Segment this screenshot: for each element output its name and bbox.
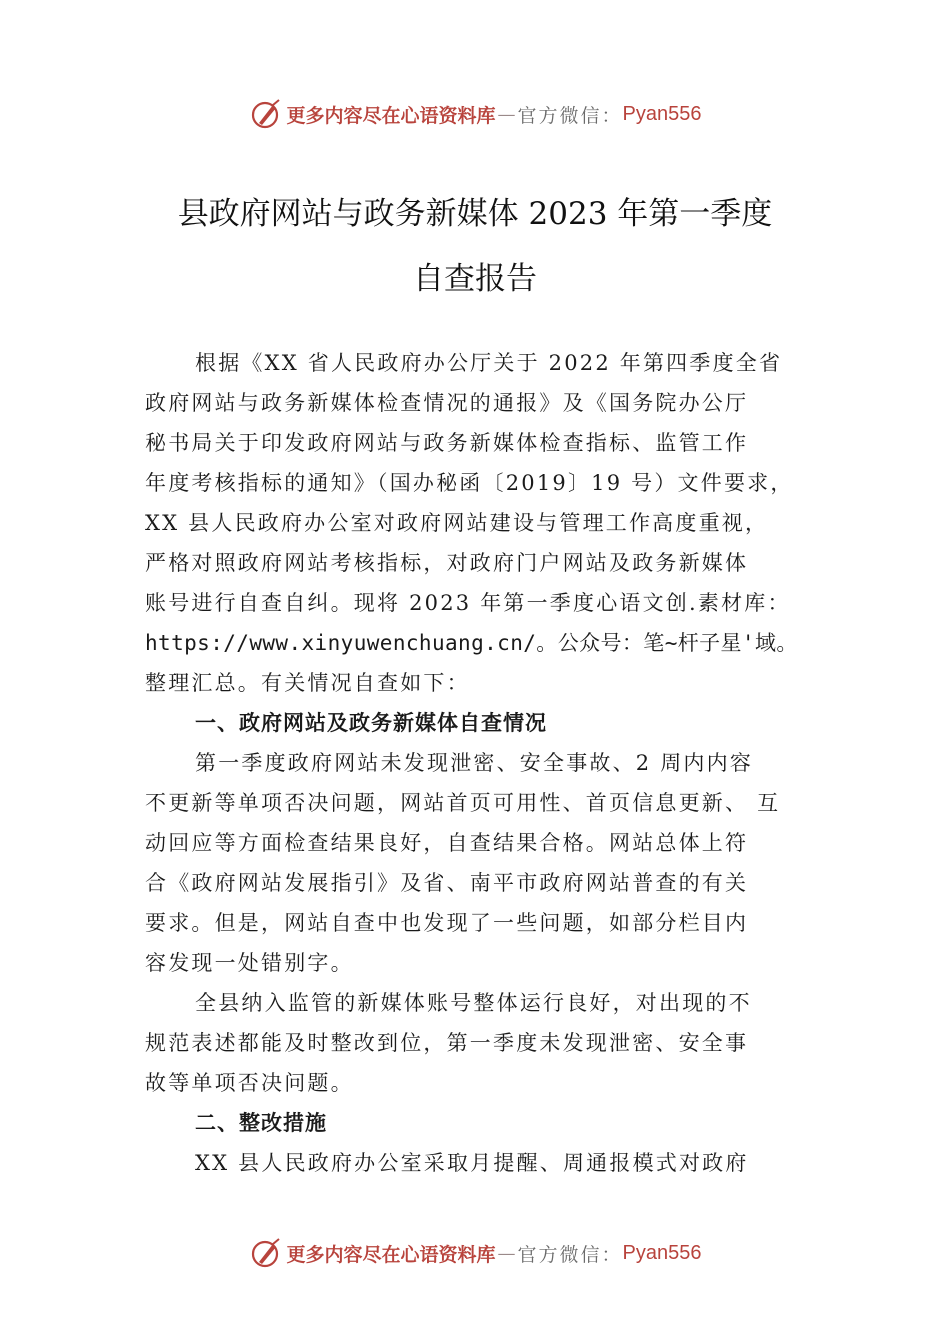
footer-watermark	[0, 1233, 950, 1273]
document-body	[145, 343, 815, 1183]
body-line: 账号进行自查自纠。现将 2023 年第一季度心语文创.素材库：	[145, 591, 791, 615]
body-line: 动回应等方面检查结果良好，自查结果合格。网站总体上符	[145, 831, 749, 855]
pen-logo-icon	[249, 1236, 283, 1270]
watermark-contact-label: 官方微信：	[517, 1243, 623, 1266]
watermark-dash: —	[497, 1242, 516, 1264]
body-line: 整理汇总。有关情况自查如下：	[145, 671, 470, 695]
body-line: 秘书局关于印发政府网站与政务新媒体检查指标、监管工作	[145, 431, 749, 455]
body-line: 根据《XX 省人民政府办公厅关于 2022 年第四季度全省	[195, 351, 783, 375]
body-line: 政府网站与政务新媒体检查情况的通报》及《国务院办公厅	[145, 391, 749, 415]
body-line: 故等单项否决问题。	[145, 1071, 354, 1095]
body-line: 合《政府网站发展指引》及省、南平市政府网站普查的有关	[145, 871, 749, 895]
body-line: 容发现一处错别字。	[145, 951, 354, 975]
body-line: XX 县人民政府办公室对政府网站建设与管理工作高度重视，	[145, 511, 769, 535]
body-line: 严格对照政府网站考核指标，对政府门户网站及政务新媒体	[145, 551, 749, 575]
watermark-contact-id: Pyan556	[622, 1241, 702, 1264]
watermark-dash: —	[497, 103, 516, 125]
body-line: XX 县人民政府办公室采取月提醒、周通报模式对政府	[195, 1151, 749, 1175]
section-heading-1: 一、政府网站及政务新媒体自查情况	[195, 711, 547, 735]
document-title-line-2: 自查报告	[413, 261, 537, 297]
body-line: 年度考核指标的通知》（国办秘函〔2019〕19 号）文件要求，	[145, 471, 794, 495]
body-line: 要求。但是，网站自查中也发现了一些问题，如部分栏目内	[145, 911, 749, 935]
body-line-url: https://www.xinyuwenchuang.cn/。公众号：笔~杆子星'域。	[145, 631, 798, 655]
body-line: 全县纳入监管的新媒体账号整体运行良好，对出现的不	[195, 991, 752, 1015]
body-line: 规范表述都能及时整改到位，第一季度未发现泄密、安全事	[145, 1031, 749, 1055]
pen-logo-icon	[249, 97, 283, 131]
body-line: 不更新等单项否决问题，网站首页可用性、首页信息更新、 互	[145, 791, 781, 815]
section-heading-2: 二、整改措施	[195, 1111, 327, 1135]
watermark-brand: 更多内容尽在心语资料库	[286, 1243, 496, 1266]
body-line: 第一季度政府网站未发现泄密、安全事故、2 周内内容	[195, 751, 754, 775]
watermark-contact-id: Pyan556	[622, 102, 702, 125]
watermark-contact-label: 官方微信：	[517, 104, 623, 127]
document-title-line-1: 县政府网站与政务新媒体 2023 年第一季度	[177, 196, 773, 232]
header-watermark	[0, 94, 950, 134]
watermark-brand: 更多内容尽在心语资料库	[286, 104, 496, 127]
